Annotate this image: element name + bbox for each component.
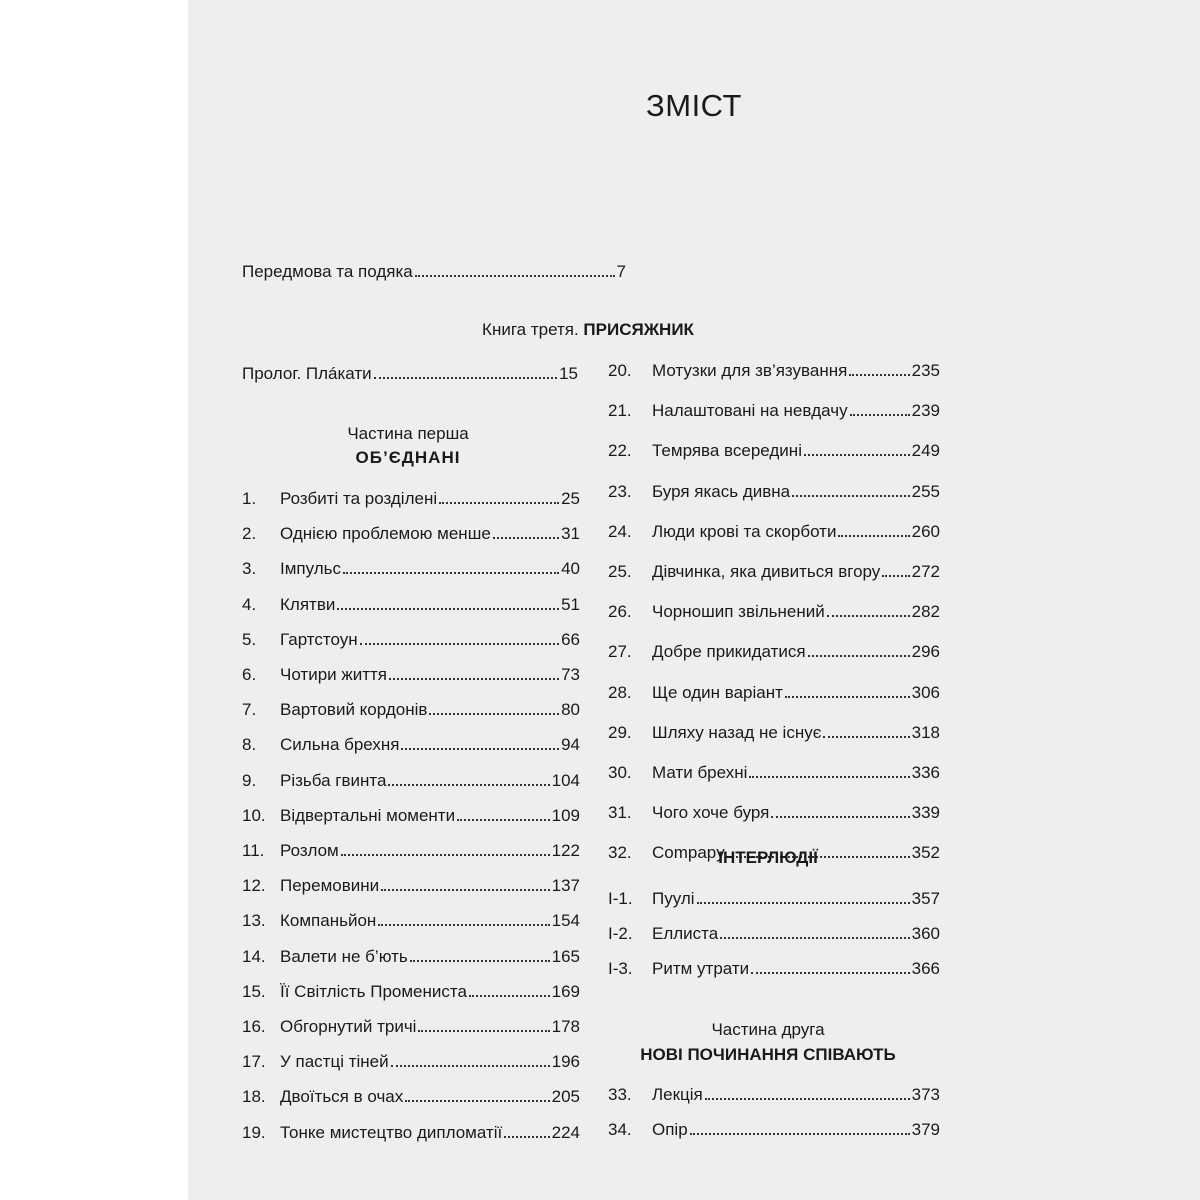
entry-number: 33.	[608, 1085, 632, 1104]
entry-title: Обгорнутий тричі	[280, 1017, 417, 1036]
entry-page: 15	[559, 364, 578, 383]
toc-entry	[608, 803, 940, 823]
entry-number: 28.	[608, 682, 632, 702]
entry-number: 34.	[608, 1120, 632, 1139]
entry-title: Пуулі	[652, 889, 695, 908]
entry-title: Клятви	[280, 594, 336, 614]
dot-leader	[378, 924, 549, 926]
toc-entry	[242, 559, 580, 579]
book-title	[438, 320, 738, 340]
dot-leader	[360, 643, 559, 645]
entry-number: 10.	[242, 805, 266, 825]
entry-title: Імпульс	[280, 559, 342, 579]
dot-leader	[405, 1100, 549, 1102]
entry-number: 23.	[608, 481, 632, 501]
dot-leader	[415, 275, 615, 277]
entry-title: Пролог. Плáкати	[242, 364, 372, 383]
entry-page: 357	[911, 889, 940, 908]
entry-title: Вартовий кордонів	[280, 700, 428, 720]
dot-leader	[418, 1030, 549, 1032]
entry-page: 94	[561, 735, 580, 755]
toc-entry	[608, 522, 940, 542]
dot-leader	[457, 819, 550, 821]
toc-entry	[242, 1087, 580, 1107]
entry-page: 249	[911, 441, 940, 461]
entry-number: 8.	[242, 735, 257, 755]
toc-entry	[608, 1120, 940, 1140]
toc-entry	[608, 401, 940, 421]
entry-page: 40	[561, 559, 580, 579]
toc-entry	[608, 482, 940, 502]
book-title-name: ПРИСЯЖНИК	[583, 320, 694, 339]
entry-title: Еллиста	[652, 924, 719, 943]
dot-leader	[690, 1133, 910, 1135]
entry-title: Її Світлість Промениста	[280, 981, 467, 1001]
book-page	[188, 0, 1200, 1200]
toc-entry	[608, 602, 940, 622]
dot-leader	[827, 615, 910, 617]
entry-title: Чотири життя	[280, 665, 388, 684]
dot-leader	[849, 374, 909, 376]
toc-entry	[608, 959, 940, 979]
dot-leader	[381, 889, 549, 891]
toc-entry	[608, 441, 940, 461]
dot-leader	[401, 748, 559, 750]
entry-title: Люди крові та скорботи	[652, 521, 837, 541]
toc-entry	[608, 361, 940, 381]
dot-leader	[720, 937, 909, 939]
entry-number: 1.	[242, 489, 257, 508]
entry-title: Мати брехні	[652, 763, 748, 782]
part2-title: НОВІ ПОЧИНАННЯ СПІВАЮТЬ	[640, 1045, 896, 1064]
dot-leader	[705, 1098, 910, 1100]
entry-title: Валети не б’ють	[280, 946, 408, 966]
toc-entry	[608, 1085, 940, 1105]
dot-leader	[792, 495, 910, 497]
entry-page: 109	[551, 805, 580, 825]
entry-number: 20.	[608, 361, 632, 380]
entry-page: 73	[561, 665, 580, 684]
entry-title: Буря якась дивна	[652, 481, 791, 501]
entry-page: 205	[551, 1087, 580, 1107]
entry-page: 296	[911, 642, 940, 662]
entry-number: 22.	[608, 441, 632, 461]
entry-number: 11.	[242, 841, 265, 860]
entry-number: 5.	[242, 629, 257, 649]
entry-title: Розлом	[280, 841, 339, 860]
entry-page: 282	[911, 602, 940, 622]
entry-page: 255	[911, 481, 940, 501]
toc-entry	[242, 1017, 580, 1037]
entry-number: 6.	[242, 665, 257, 684]
entry-number: 12.	[242, 876, 266, 896]
toc-entry	[242, 489, 580, 509]
entry-page: 352	[911, 843, 940, 863]
entry-title: Опір	[652, 1120, 688, 1139]
entry-number: 29.	[608, 722, 632, 742]
entry-number: 2.	[242, 524, 257, 544]
toc-entry	[242, 876, 580, 896]
toc-entry	[608, 562, 940, 582]
entry-title: Compapy	[652, 843, 725, 863]
entry-number: 14.	[242, 946, 266, 966]
entry-number: 3.	[242, 559, 257, 579]
toc-entry	[242, 771, 580, 791]
dot-leader	[469, 995, 550, 997]
toc-entry-preface	[242, 262, 626, 282]
entry-page: 366	[911, 959, 940, 978]
entry-page: 239	[911, 401, 940, 421]
entry-page: 31	[561, 524, 580, 544]
dot-leader	[493, 537, 559, 539]
entry-page: 235	[911, 361, 940, 380]
dot-leader	[838, 535, 909, 537]
entry-title: Чорношип звільнений	[652, 602, 825, 622]
entry-page: 373	[911, 1085, 940, 1104]
entry-number: 21.	[608, 401, 632, 421]
entry-number: 32.	[608, 843, 632, 863]
entry-number: 30.	[608, 763, 632, 782]
entry-title: Відвертальні моменти	[280, 805, 456, 825]
toc-entry	[242, 1123, 580, 1143]
dot-leader	[374, 377, 557, 379]
page-title: ЗМІСТ	[646, 88, 742, 123]
entry-number: I-2.	[608, 924, 633, 943]
entry-title: Шляху назад не існує	[652, 722, 822, 742]
entry-page: 104	[551, 770, 580, 790]
dot-leader	[389, 678, 559, 680]
part1-label: Частина перша	[347, 424, 469, 443]
entry-title: У пастці тіней	[280, 1052, 389, 1072]
dot-leader	[341, 854, 550, 856]
toc-entry	[242, 947, 580, 967]
entry-title: Двоїться в очах	[280, 1087, 404, 1107]
entry-title: Перемовини	[280, 876, 380, 896]
part2-label: Частина друга	[711, 1020, 825, 1039]
toc-entry	[242, 1052, 580, 1072]
toc-entry	[242, 911, 580, 931]
dot-leader	[504, 1136, 549, 1138]
entry-page: 51	[561, 594, 580, 614]
entry-page: 137	[551, 876, 580, 896]
entry-number: 15.	[242, 981, 266, 1001]
dot-leader	[429, 713, 559, 715]
toc-entry	[242, 806, 580, 826]
entry-page: 196	[551, 1052, 580, 1072]
dot-leader	[749, 776, 909, 778]
dot-leader	[343, 572, 559, 574]
part1-title: ОБ’ЄДНАНІ	[355, 448, 461, 467]
entry-page: 224	[551, 1122, 580, 1142]
toc-entry-prologue	[242, 364, 578, 384]
entry-number: 16.	[242, 1017, 266, 1036]
toc-entry	[242, 841, 580, 861]
entry-page: 379	[911, 1120, 940, 1139]
dot-leader	[804, 454, 910, 456]
entry-title: Ритм утрати	[652, 959, 750, 978]
entry-number: 18.	[242, 1087, 266, 1107]
dot-leader	[785, 696, 910, 698]
entry-number: 7.	[242, 700, 257, 720]
toc-entry	[608, 642, 940, 662]
dot-leader	[391, 1065, 550, 1067]
entry-number: 27.	[608, 642, 632, 662]
entry-page: 7	[616, 262, 626, 281]
entry-number: 9.	[242, 770, 257, 790]
dot-leader	[388, 784, 549, 786]
entry-title: Тонке мистецтво дипломатії	[280, 1122, 503, 1142]
entry-title: Сильна брехня	[280, 735, 400, 755]
entry-title: Добре прикидатися	[652, 642, 806, 662]
dot-leader	[410, 960, 550, 962]
dot-leader	[882, 575, 909, 577]
toc-entry	[608, 763, 940, 783]
entry-page: 122	[551, 841, 580, 860]
entry-page: 318	[911, 722, 940, 742]
dot-leader	[337, 608, 559, 610]
entry-title: Розбиті та розділені	[280, 489, 438, 508]
toc-entry	[242, 595, 580, 615]
dot-leader	[771, 816, 909, 818]
entry-title: Чого хоче буря	[652, 803, 770, 823]
entry-title: Мотузки для зв’язування	[652, 361, 848, 380]
dot-leader	[439, 502, 559, 504]
toc-entry	[242, 700, 580, 720]
entry-title: Налаштовані на невдачу	[652, 401, 848, 421]
dot-leader	[697, 902, 910, 904]
toc-entry	[242, 735, 580, 755]
entry-title: Передмова та подяка	[242, 262, 413, 281]
entry-title: Компаньйон	[280, 911, 377, 931]
entry-title: Ще один варіант	[652, 682, 783, 702]
entry-page: 165	[551, 946, 580, 966]
entry-title: Різьба гвинта	[280, 770, 387, 790]
toc-entry	[242, 630, 580, 650]
entry-title: Дівчинка, яка дивиться вгору	[652, 562, 881, 581]
entry-number: 31.	[608, 803, 632, 823]
book-title-prefix: Книга третя.	[482, 320, 584, 339]
entry-page: 178	[551, 1017, 580, 1036]
entry-page: 339	[911, 803, 940, 823]
toc-entry	[242, 524, 580, 544]
entry-page: 80	[561, 700, 580, 720]
toc-entry	[242, 982, 580, 1002]
entry-page: 260	[911, 521, 940, 541]
entry-page: 272	[911, 562, 940, 581]
entry-number: 17.	[242, 1052, 266, 1072]
entry-title: Гартстоун	[280, 629, 358, 649]
entry-number: 19.	[242, 1122, 266, 1142]
entry-number: 26.	[608, 602, 632, 622]
entry-number: I-1.	[608, 889, 633, 908]
toc-entry	[242, 665, 580, 685]
entry-page: 306	[911, 682, 940, 702]
entry-page: 336	[911, 763, 940, 782]
entry-page: 25	[561, 489, 580, 508]
entry-page: 154	[551, 911, 580, 931]
dot-leader	[823, 736, 909, 738]
interludes-heading: ІНТЕРЛЮДІЇ	[718, 848, 818, 867]
toc-entry	[608, 683, 940, 703]
entry-title: Однією проблемою менше	[280, 524, 491, 544]
entry-number: 13.	[242, 911, 266, 931]
entry-title: Темрява всередині	[652, 441, 802, 461]
entry-title: Лекція	[652, 1085, 703, 1104]
dot-leader	[751, 972, 909, 974]
entry-number: 25.	[608, 562, 632, 581]
dot-leader	[808, 655, 910, 657]
entry-page: 360	[911, 924, 940, 943]
toc-entry	[608, 924, 940, 944]
entry-number: 24.	[608, 521, 632, 541]
entry-number: 4.	[242, 594, 257, 614]
toc-entry	[608, 723, 940, 743]
toc-entry	[608, 889, 940, 909]
dot-leader	[850, 414, 910, 416]
entry-number: I-3.	[608, 959, 633, 978]
entry-page: 66	[561, 629, 580, 649]
entry-page: 169	[551, 981, 580, 1001]
